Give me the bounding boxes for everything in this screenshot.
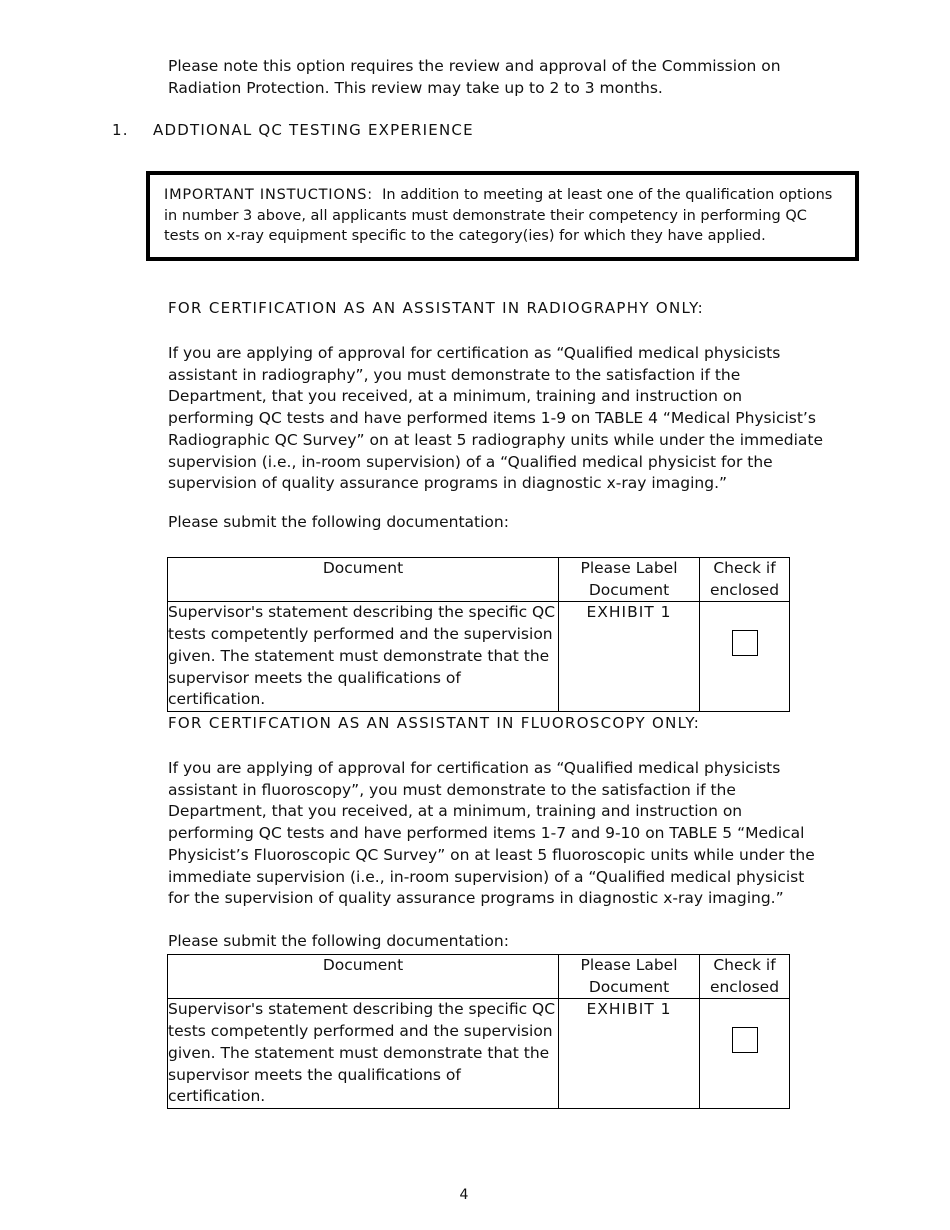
document-description: Supervisor's statement describing the specific QC tests competently performed and the supervision given. The statement must demonstrate that the supervisor meets the qualifications of certification. <box>168 602 559 712</box>
header-please-label: Please Label Document <box>559 955 700 999</box>
fluoroscopy-submit-text: Please submit the following documentation: <box>168 932 509 950</box>
enclosed-checkbox[interactable] <box>732 630 758 656</box>
enclosed-checkbox[interactable] <box>732 1027 758 1053</box>
table-header-row <box>168 558 790 602</box>
document-description: Supervisor's statement describing the specific QC tests competently performed and the supervision given. The statement must demonstrate that the supervisor meets the qualifications of certification. <box>168 999 559 1109</box>
radiography-paragraph: If you are applying of approval for certification as “Qualified medical physicists assistant in radiography”, you must demonstrate to the satisfaction if the Department, that you received, at a minimum, training and instruction on performing QC tests and have performed items 1-9 on TABLE 4 “Medical Physicist’s Radiographic QC Survey” on at least 5 radiography units while under the immediate supervision (i.e., in-room supervision) of a “Qualified medical physicist for the supervision of quality assurance programs in diagnostic x-ray imaging.” <box>168 344 824 493</box>
important-text: In addition to meeting at least one of the qualification options in number 3 above, all applicants must demonstrate their competency in performing QC tests on x-ray equipment specific to the category(ies) for which they have applied. <box>164 187 833 244</box>
header-document: Document <box>168 558 559 602</box>
section-title: ADDTIONAL QC TESTING EXPERIENCE <box>153 121 474 139</box>
fluoroscopy-heading: FOR CERTIFCATION AS AN ASSISTANT IN FLUOROSCOPY ONLY: <box>168 714 701 732</box>
enclosed-cell <box>700 602 790 712</box>
intro-note: Please note this option requires the review and approval of the Commission on Radiation Protection. This review may take up to 2 to 3 months. <box>168 57 781 97</box>
header-please-label: Please Label Document <box>559 558 700 602</box>
section-number: 1. <box>112 121 129 139</box>
header-check-if-enclosed: Check if enclosed <box>700 955 790 999</box>
radiography-submit-text: Please submit the following documentation: <box>168 513 509 531</box>
important-label: IMPORTANT INSTUCTIONS: <box>164 187 373 203</box>
header-document: Document <box>168 955 559 999</box>
fluoroscopy-paragraph: If you are applying of approval for certification as “Qualified medical physicists assistant in fluoroscopy”, you must demonstrate to the satisfaction if the Department, that you received, at a minimum, training and instruction on performing QC tests and have performed items 1-7 and 9-10 on TABLE 5 “Medical Physicist’s Fluoroscopic QC Survey” on at least 5 fluoroscopic units while under the immediate supervision (i.e., in-room supervision) of a “Qualified medical physicist for the supervision of quality assurance programs in diagnostic x-ray imaging.” <box>168 759 815 908</box>
exhibit-label: EXHIBIT 1 <box>559 602 700 712</box>
table-row <box>168 999 790 1109</box>
exhibit-label: EXHIBIT 1 <box>559 999 700 1109</box>
fluoroscopy-documentation-table <box>167 954 790 1109</box>
table-row <box>168 602 790 712</box>
section-heading <box>112 120 474 142</box>
table-header-row <box>168 955 790 999</box>
radiography-documentation-table <box>167 557 790 712</box>
header-check-if-enclosed: Check if enclosed <box>700 558 790 602</box>
page-number: 4 <box>459 1187 469 1203</box>
enclosed-cell <box>700 999 790 1109</box>
important-instructions-box <box>146 171 859 261</box>
radiography-heading: FOR CERTIFICATION AS AN ASSISTANT IN RADIOGRAPHY ONLY: <box>168 299 704 317</box>
